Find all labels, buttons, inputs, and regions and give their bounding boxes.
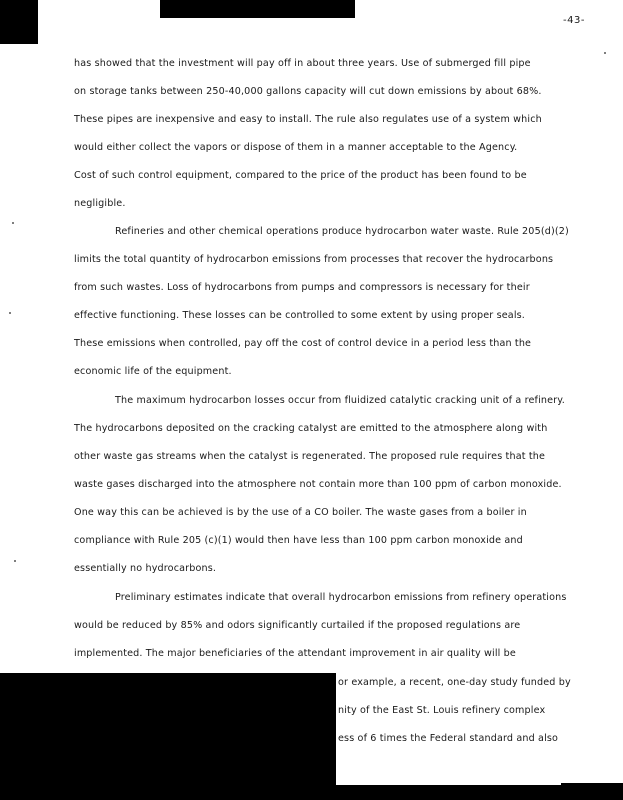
text-line: limits the total quantity of hydrocarbon emissions from processes that recover the hydrocarbons bbox=[74, 254, 554, 265]
text-line: on storage tanks between 250-40,000 gallons capacity will cut down emissions by about 68%. bbox=[74, 86, 542, 97]
text-line: from such wastes. Loss of hydrocarbons from pumps and compressors is necessary for their bbox=[74, 282, 530, 293]
text-line: would be reduced by 85% and odors significantly curtailed if the proposed regulations are bbox=[74, 620, 521, 631]
text-line: effective functioning. These losses can be controlled to some extent by using proper seals. bbox=[74, 310, 525, 321]
text-line: essentially no hydrocarbons. bbox=[74, 563, 217, 574]
redaction-bottom-strip bbox=[0, 785, 623, 800]
text-line: negligible. bbox=[74, 198, 126, 209]
page-number: -43- bbox=[563, 15, 585, 26]
text-line: These emissions when controlled, pay off the cost of control device in a period less than the bbox=[74, 338, 532, 349]
redaction-bottom-right bbox=[561, 783, 623, 800]
scan-speck bbox=[12, 222, 14, 224]
text-line: or example, a recent, one-day study funded by bbox=[338, 677, 571, 688]
redaction-top-center bbox=[160, 0, 355, 18]
scan-speck bbox=[9, 312, 11, 314]
text-line: These pipes are inexpensive and easy to install. The rule also regulates use of a system which bbox=[74, 114, 542, 125]
text-line: has showed that the investment will pay off in about three years. Use of submerged fill pipe bbox=[74, 58, 531, 69]
text-line: The hydrocarbons deposited on the cracking catalyst are emitted to the atmosphere along with bbox=[74, 423, 548, 434]
redaction-top-left bbox=[0, 0, 38, 44]
text-line: economic life of the equipment. bbox=[74, 366, 232, 377]
text-line: The maximum hydrocarbon losses occur from fluidized catalytic cracking unit of a refinery. bbox=[115, 395, 565, 406]
text-line: One way this can be achieved is by the use of a CO boiler. The waste gases from a boiler in bbox=[74, 507, 527, 518]
text-line: compliance with Rule 205 (c)(1) would then have less than 100 ppm carbon monoxide and bbox=[74, 535, 523, 546]
text-line: nity of the East St. Louis refinery complex bbox=[338, 705, 546, 716]
text-line: Preliminary estimates indicate that overall hydrocarbon emissions from refinery operations bbox=[115, 592, 567, 603]
text-line: waste gases discharged into the atmosphere not contain more than 100 ppm of carbon monoxide. bbox=[74, 479, 562, 490]
text-line: Cost of such control equipment, compared to the price of the product has been found to be bbox=[74, 170, 527, 181]
scan-speck bbox=[604, 52, 606, 54]
text-line: Refineries and other chemical operations produce hydrocarbon water waste. Rule 205(d)(2) bbox=[115, 226, 569, 237]
text-line: ess of 6 times the Federal standard and also bbox=[338, 733, 559, 744]
text-line: would either collect the vapors or dispose of them in a manner acceptable to the Agency. bbox=[74, 142, 518, 153]
scan-speck bbox=[14, 560, 16, 562]
text-line: other waste gas streams when the catalyst is regenerated. The proposed rule requires that the bbox=[74, 451, 546, 462]
redaction-bottom-left bbox=[0, 673, 336, 800]
text-line: implemented. The major beneficiaries of the attendant improvement in air quality will be bbox=[74, 648, 516, 659]
